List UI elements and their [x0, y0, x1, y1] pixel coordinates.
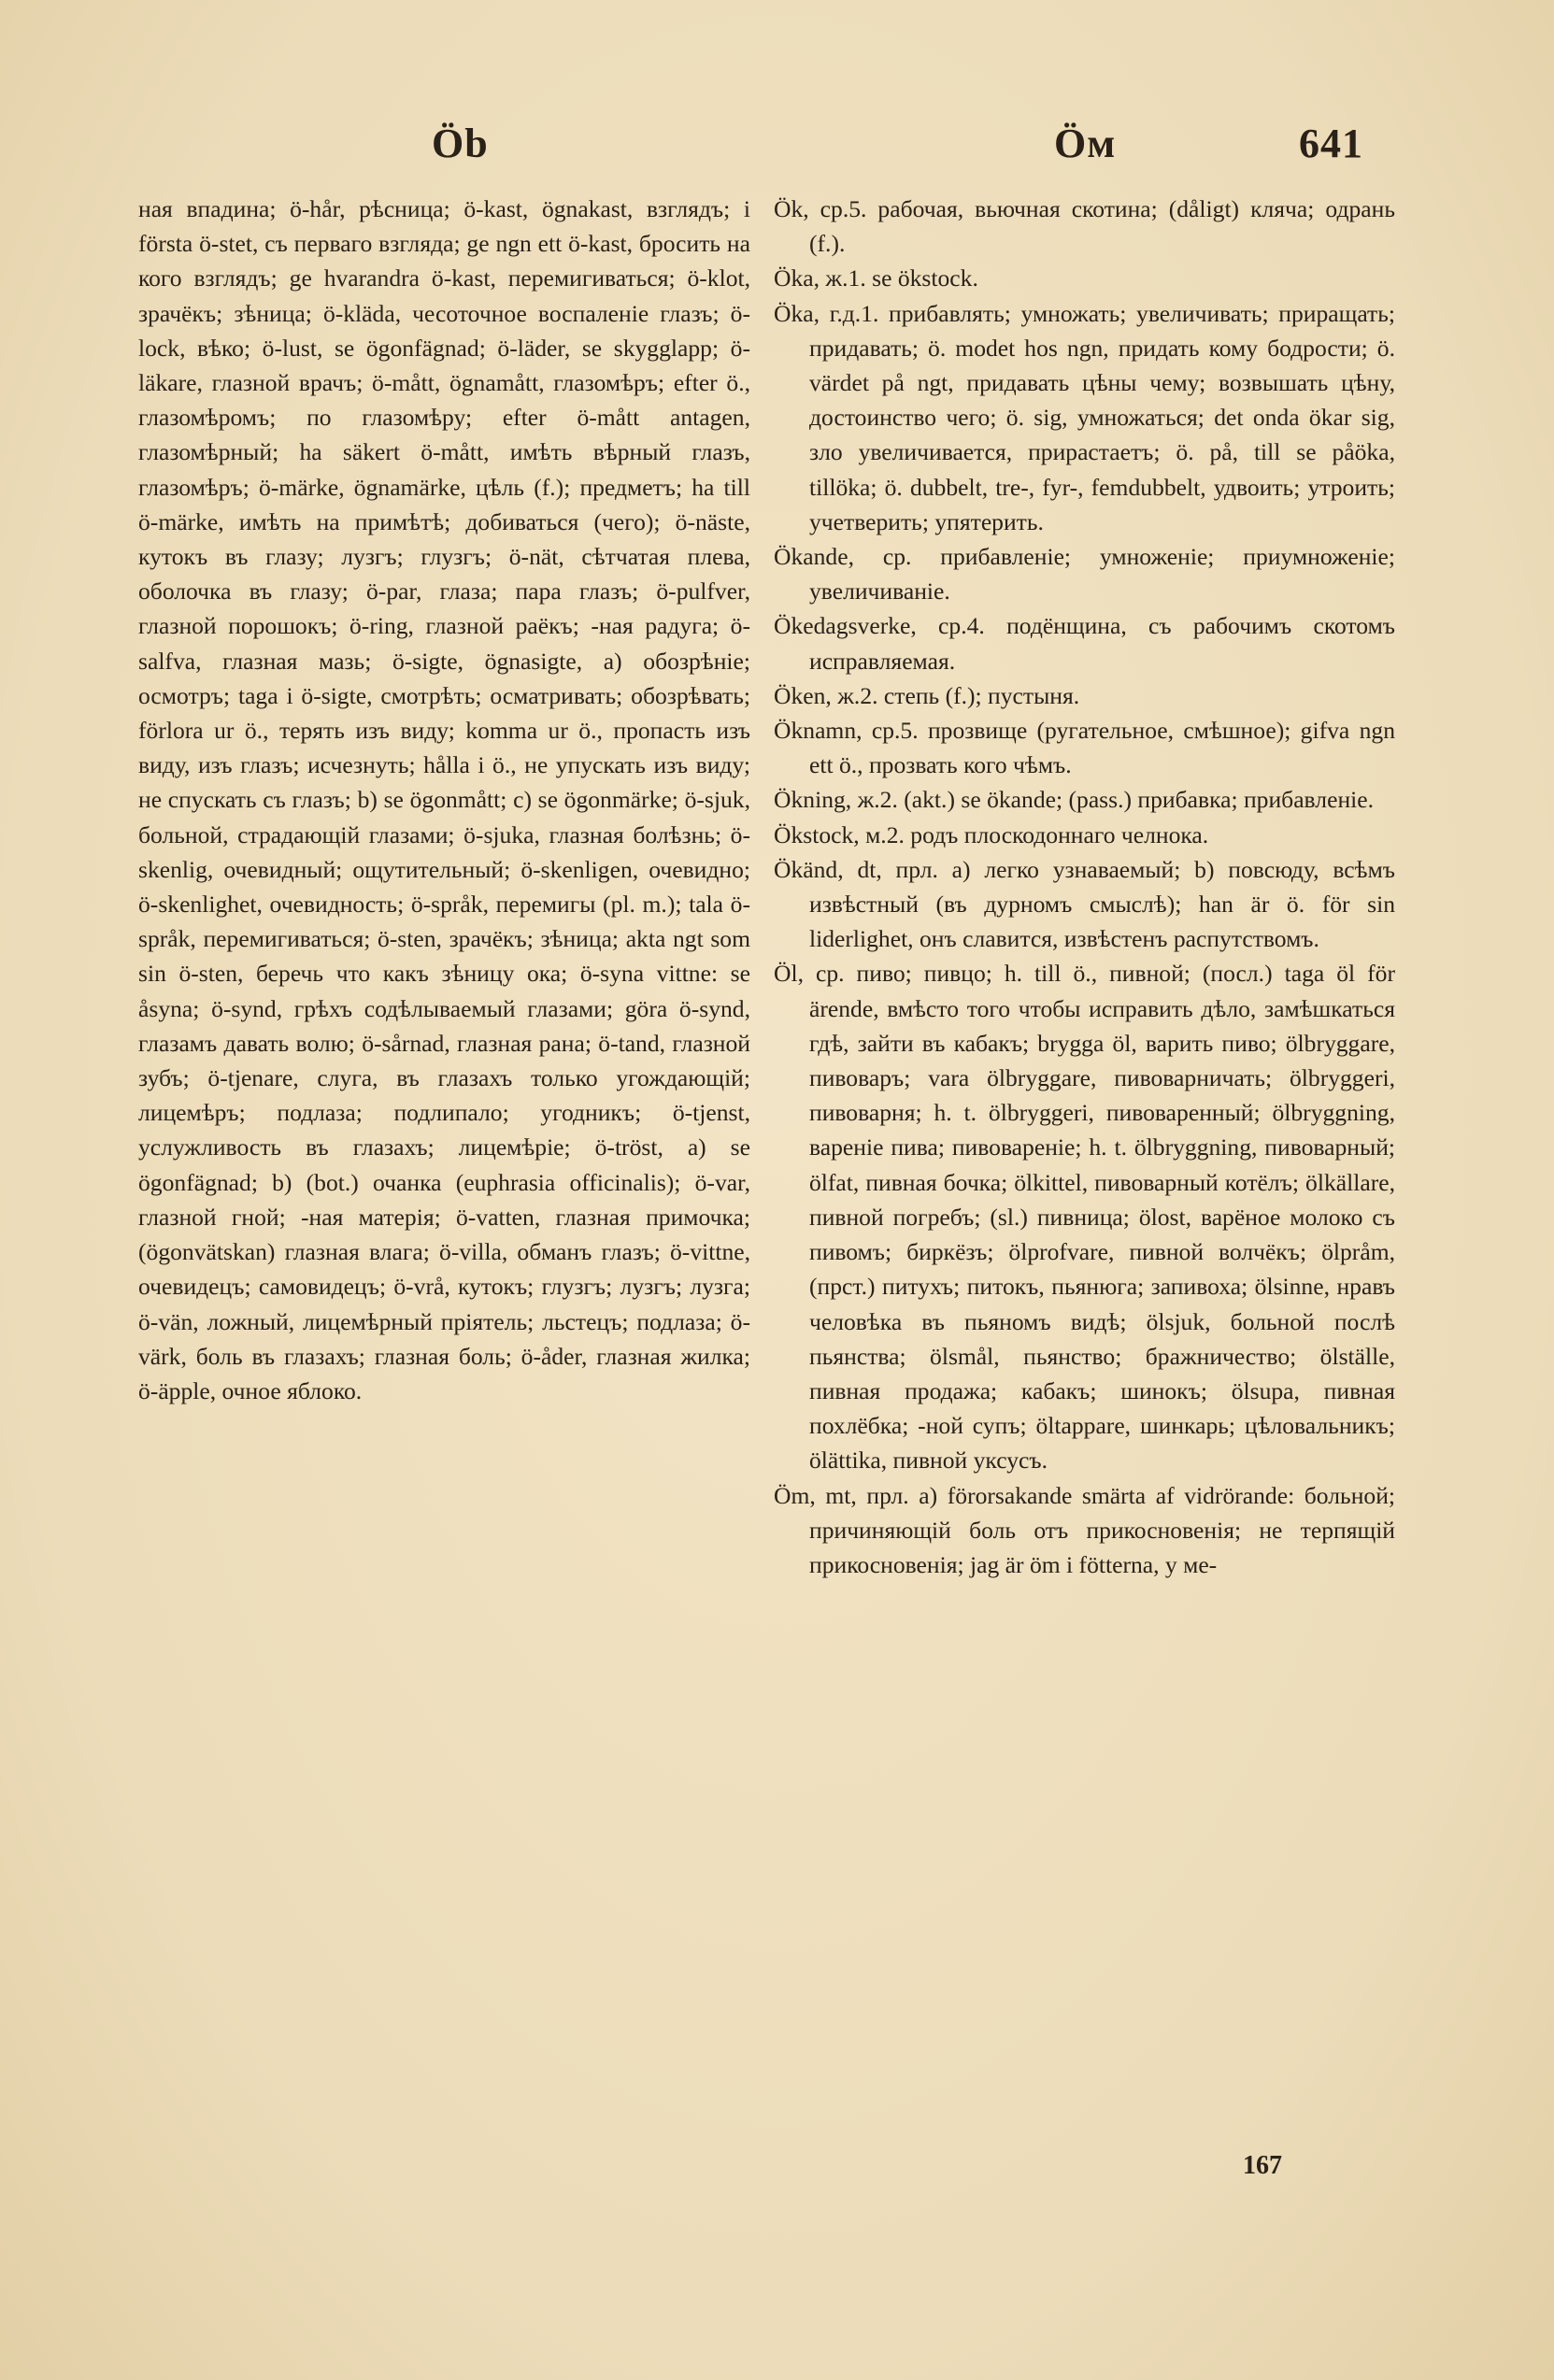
entry-okand: Ökänd, dt, прл. a) легко узнаваемый; b) повсюду, всѣмъ извѣстный (въ дурномъ смыслѣ); han är ö. för sin liderlighet, онъ славится, извѣстенъ распутствомъ.: [774, 855, 1395, 953]
entry-okstock: Ökstock, м.2. родъ плоскодоннаго челнока.: [774, 820, 1209, 848]
header-right-guide-word: Öм: [1054, 121, 1117, 166]
right-column: [774, 192, 1395, 1582]
left-column-text: ная впадина; ö-hår, рѣсница; ö-kast, ögnakast, взглядъ; i första ö-stet, съ перваго взгляда; ge ngn ett ö-kast, бросить на кого взглядъ; ge hvarandra ö-kast, перемигиваться; ö-klot, зрачёкъ; зѣница; ö-kläda, чесоточное воспаленіе глазъ; ö-lock, вѣко; ö-lust, se ögonfägnad; ö-läder, se skygglapp; ö-läkare, глазной врачъ; ö-mått, ögnamått, глазомѣръ; efter ö., глазомѣромъ; по глазомѣру; efter ö-mått antagen, глазомѣрный; ha säkert ö-mått, имѣть вѣрный глазъ, глазомѣръ; ö-märke, ögnamärke, цѣль (f.); предметъ; ha till ö-märke, имѣть на примѣтѣ; добиваться (чего); ö-näste, кутокъ въ глазу; лузгъ; глузгъ; ö-nät, сѣтчатая плева, оболочка въ глазу; ö-par, глаза; пара глазъ; ö-pulfver, глазной порошокъ; ö-ring, глазной раёкъ; -ная радуга; ö-salfva, глазная мазь; ö-sigte, ögnasigte, a) обозрѣніе; осмотръ; taga i ö-sigte, смотрѣть; осматривать; обозрѣвать; förlora ur ö., терять изъ виду; komma ur ö., пропасть изъ виду, изъ глазъ; исчезнуть; hålla i ö., не упускать изъ виду; не спускать съ глазъ; b) se ögonmått; c) se ögonmärke; ö-sjuk, больной, страдающій глазами; ö-sjuka, глазная болѣзнь; ö-skenlig, очевидный; ощутительный; ö-skenligen, очевидно; ö-skenlighet, очевидность; ö-språk, перемигы (pl. m.); tala ö-språk, перемигиваться; ö-sten, зрачёкъ; зѣница; akta ngt som sin ö-sten, беречь что какъ зѣницу ока; ö-syna vittne: se åsyna; ö-synd, грѣхъ содѣлываемый глазами; göra ö-synd, глазамъ давать волю; ö-sårnad, глазная рана; ö-tand, глазной зубъ; ö-tjenare, слуга, въ глазахъ только угождающій; лицемѣръ; подлаза; подлипало; угодникъ; ö-tjenst, услужливость въ глазахъ; лицемѣріе; ö-tröst, a) se ögonfägnad; b) (bot.) очанка (euphrasia officinalis); ö-var, глазной гной; -ная матерія; ö-vatten, глазная примочка; (ögonvätskan) глазная влага; ö-villa, обманъ глазъ; ö-vittne, очевидецъ; самовидецъ; ö-vrå, кутокъ; глузгъ; лузгъ; лузга; ö-vän, ложный, лицемѣрный пріятель; льстецъ; подлаза; ö-värk, боль въ глазахъ; глазная боль; ö-åder, глазная жилка; ö-äpple, очное яблоко.: [138, 195, 750, 1404]
entry-okning: Ökning, ж.2. (akt.) se ökande; (pass.) прибавка; прибавленіе.: [774, 786, 1375, 814]
entry-om: Öm, mt, прл. a) förorsakande smärta af vidrörande: больной; причиняющій боль отъ прикосновенія; не терпящій прикосновенія; jag är öm i fötterna, у ме-: [774, 1481, 1395, 1578]
entry-okedagsverke: Ökedagsverke, ср.4. подёнщина, съ рабочимъ скотомъ исправляемая.: [774, 612, 1395, 675]
entry-ok: Ök, ср.5. рабочая, вьючная скотина; (dåligt) кляча; одрань (f.).: [774, 195, 1395, 258]
entry-okande: Ökande, ср. прибавленіе; умноженіе; приумноженіе; увеличиваніе.: [774, 543, 1395, 606]
entry-oken: Öken, ж.2. степь (f.); пустыня.: [774, 681, 1080, 709]
header-left-guide-word: Öb: [432, 121, 489, 166]
entry-oknamn: Öknamn, ср.5. прозвище (ругательное, смѣшное); gifva ngn ett ö., прозвать кого чѣмъ.: [774, 717, 1395, 779]
entry-oka-noun: Öka, ж.1. se ökstock.: [774, 264, 978, 292]
entry-oka-verb: Öka, г.д.1. прибавлять; умножать; увеличивать; приращать; придавать; ö. modet hos ngn, придать кому бодрости; ö. värdet på ngt, придавать цѣны чему; возвышать цѣну, достоинство чего; ö. sig, умножаться; det onda ökar sig, зло увеличивается, прирастаетъ; ö. på, till se påöka, tillöka; ö. dubbelt, tre-, fyr-, femdubbelt, удвоить; утроить; учетверить; упятерить.: [774, 299, 1395, 535]
left-column: [138, 192, 750, 1408]
entry-ol: Öl, ср. пиво; пивцо; h. till ö., пивной; (посл.) taga öl för ärende, вмѣсто того чтобы исправить дѣло, замѣшкаться гдѣ, зайти въ кабакъ; brygga öl, варить пиво; ölbryggare, пивоваръ; vara ölbryggare, пивоварничать; ölbryggeri, пивоварня; h. t. ölbryggeri, пивоваренный; ölbryggning, вареніе пива; пивовареніе; h. t. ölbryggning, пивоварный; ölfat, пивная бочка; ölkittel, пивоварный котёлъ; ölkällare, пивной погребъ; (sl.) пивница; ölost, варёное молоко съ пивомъ; биркёзъ; ölprofvare, пивной волчёкъ; ölpråm, (прст.) питухъ; питокъ, пьянюга; запивоха; ölsinne, нравъ человѣка въ пьяномъ видѣ; ölsjuk, больной послѣ пьянства; ölsmål, пьянство; бражничество; ölställe, пивная продажа; кабакъ; шинокъ; ölsupa, пивная похлёбка; -ной супъ; öltappare, шинкарь; цѣловальникъ; ölättika, пивной уксусъ.: [774, 960, 1395, 1475]
signature-mark: 167: [1243, 2151, 1282, 2180]
page-number: 641: [1299, 121, 1363, 166]
